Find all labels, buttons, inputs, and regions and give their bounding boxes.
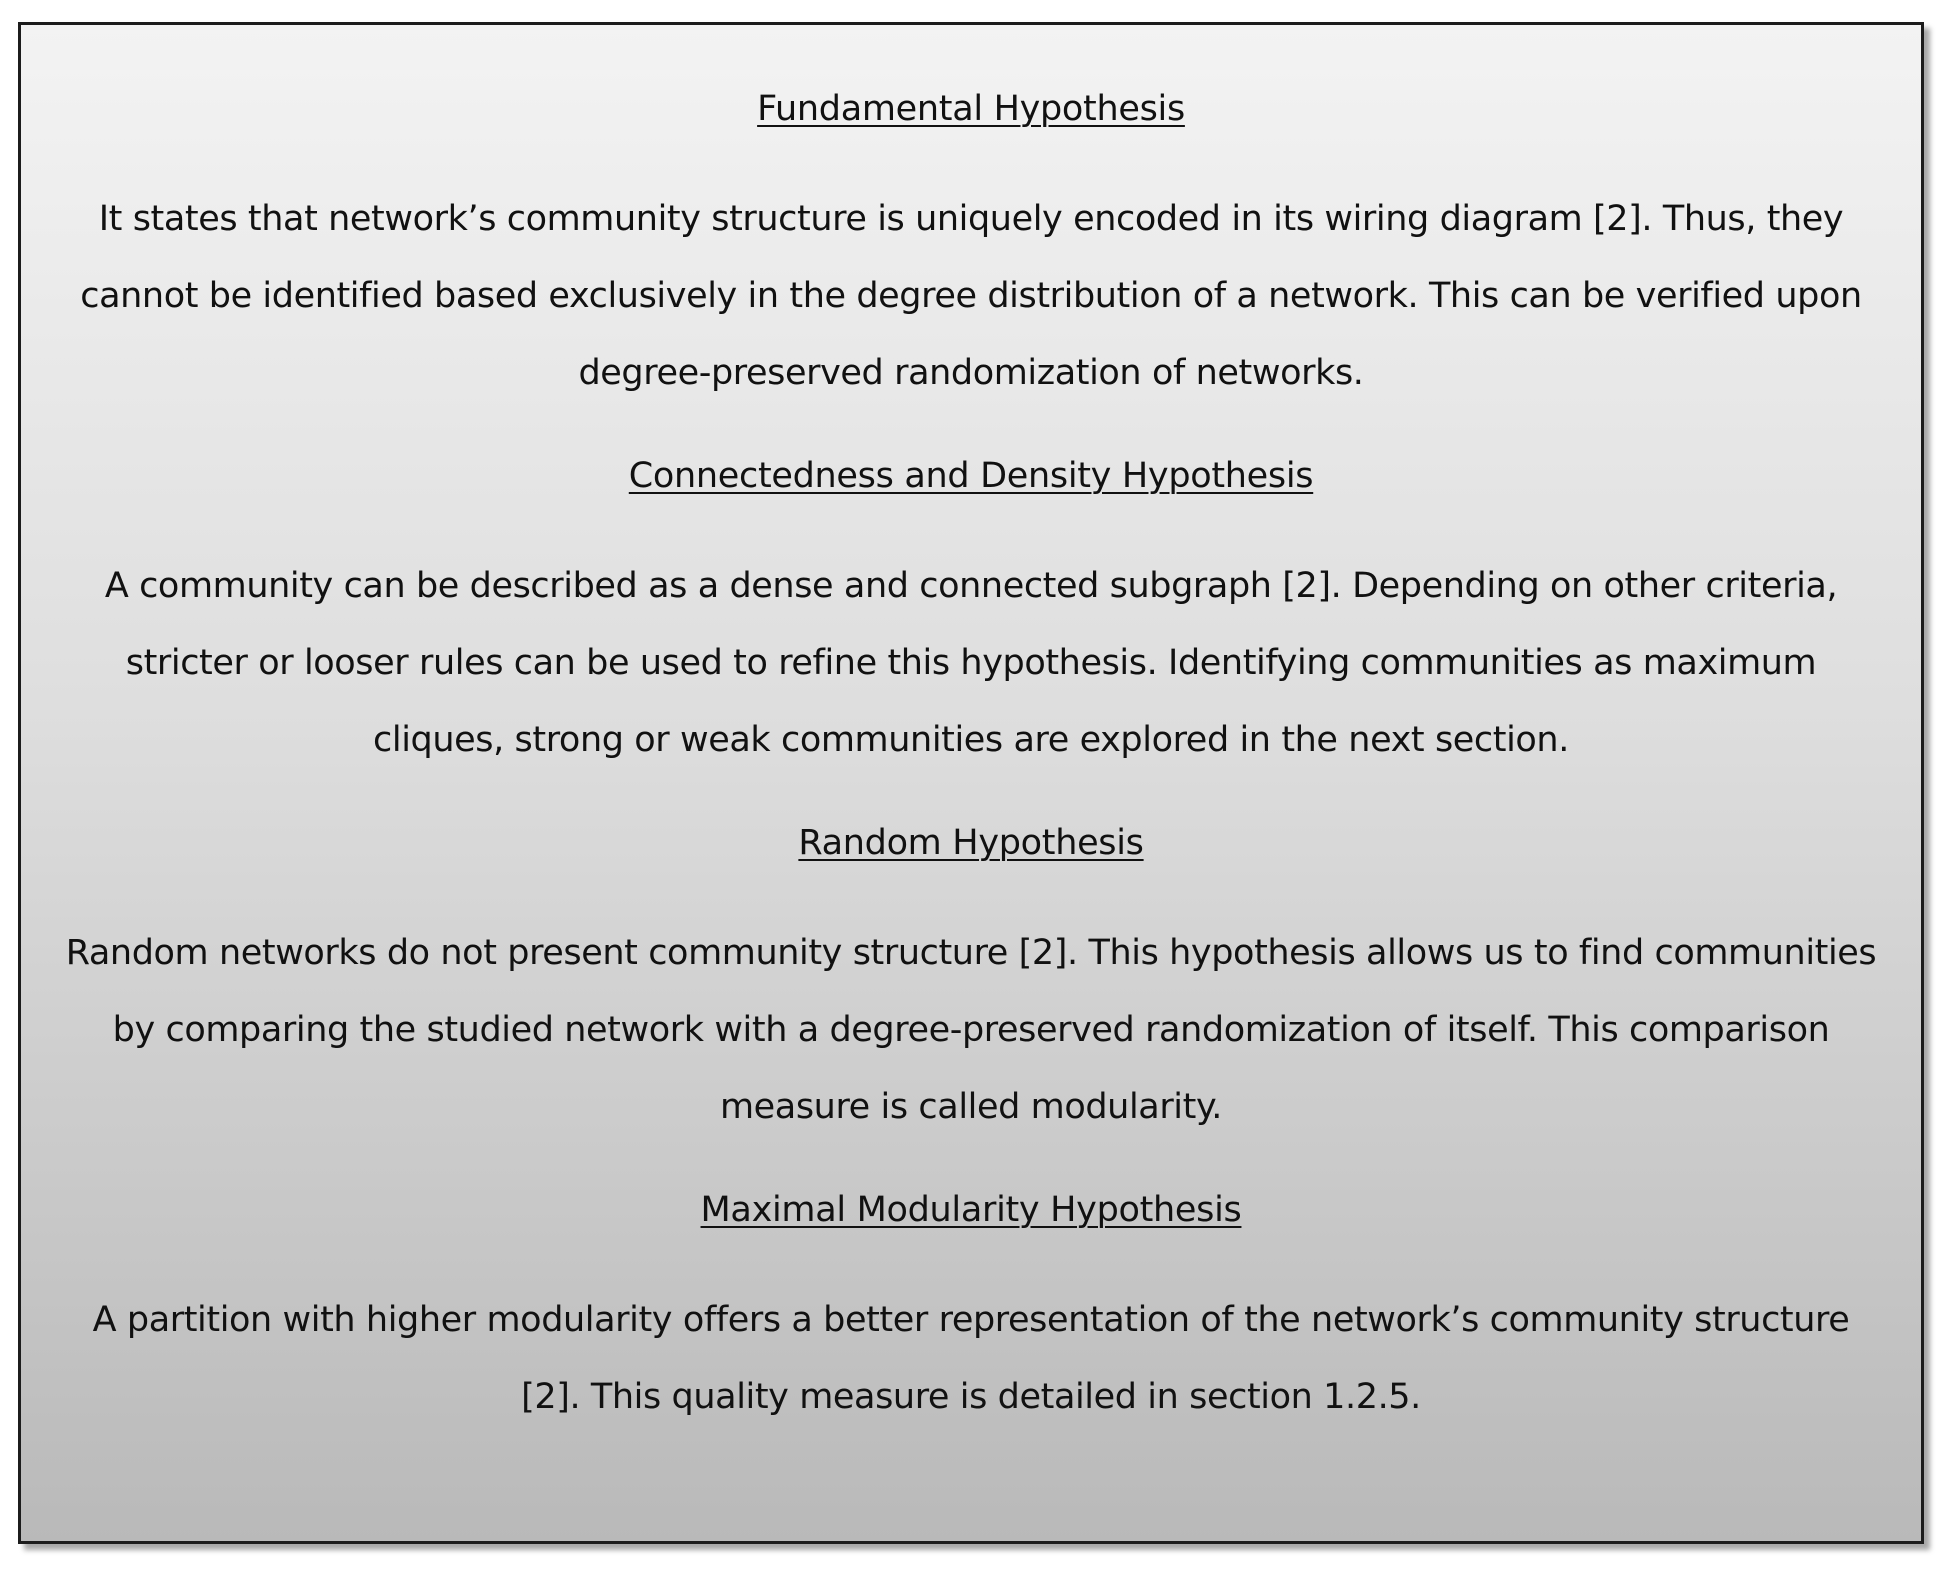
section-heading-connectedness: Connectedness and Density Hypothesis [628,456,1314,496]
section-body-connectedness: A community can be described as a dense and connected subgraph [2]. Depending on other criteria, stricter or looser rules can be used to refine this hypothesis. Identifying communities as maximum cliques, strong or weak communities are explored in the next section. [104,566,1838,760]
section-heading-maximal-modularity: Maximal Modularity Hypothesis [700,1190,1242,1230]
section-body-fundamental: It states that network’s community structure is uniquely encoded in its wiring diagram [2]. Thus, they cannot be identified based exclusively in the degree distribution of a network. This can be verified upon degree-preserved randomization of networks. [80,199,1862,393]
hypotheses-content [61,85,1881,1436]
section-heading-fundamental: Fundamental Hypothesis [757,89,1185,129]
section-heading-random: Random Hypothesis [798,823,1144,863]
section-body-maximal-modularity: A partition with higher modularity offers a better representation of the network’s community structure [2]. This quality measure is detailed in section 1.2.5. [92,1300,1850,1417]
section-body-random: Random networks do not present community structure [2]. This hypothesis allows us to find communities by comparing the studied network with a degree-preserved randomization of itself. This comparison measure is called modularity. [65,933,1877,1127]
hypotheses-text-box [18,22,1924,1544]
